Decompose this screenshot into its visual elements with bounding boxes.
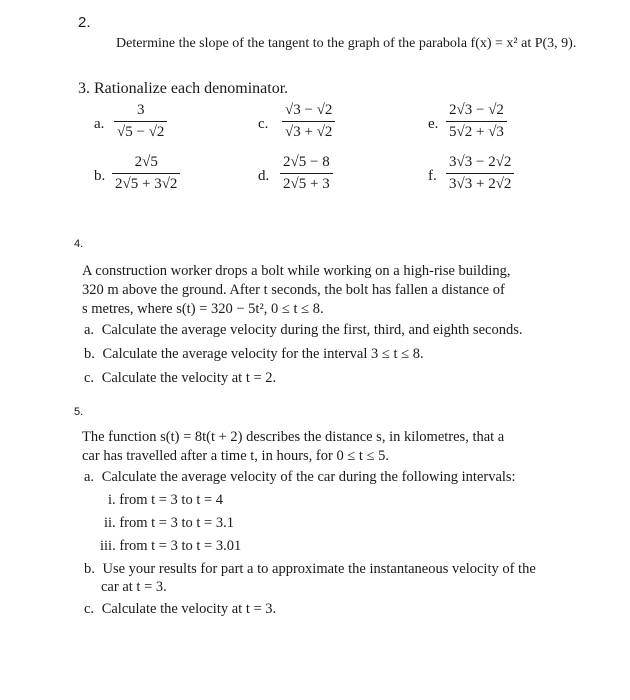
fraction-bar bbox=[446, 121, 507, 122]
question-4-part-b bbox=[84, 345, 424, 364]
fraction-a-denominator: √5 − √2 bbox=[117, 124, 165, 140]
interval-ii bbox=[104, 514, 234, 533]
interval-text: from t = 3 to t = 3.01 bbox=[119, 538, 242, 554]
fraction-bar bbox=[446, 173, 514, 174]
fraction-b bbox=[112, 153, 180, 194]
question-4-part-a bbox=[84, 321, 522, 340]
fraction-d-denominator: 2√5 + 3 bbox=[283, 176, 330, 192]
part-label: b. bbox=[84, 346, 95, 362]
interval-iii bbox=[100, 537, 241, 556]
fraction-e bbox=[446, 101, 507, 142]
question-5-part-b bbox=[84, 560, 536, 579]
part-text: Use your results for part a to approximate the instantaneous velocity of the bbox=[102, 561, 536, 577]
part-a-label: a. bbox=[94, 116, 105, 132]
fraction-bar bbox=[112, 173, 180, 174]
part-d-label: d. bbox=[258, 168, 270, 184]
fraction-d-numerator: 2√5 − 8 bbox=[283, 154, 330, 170]
fraction-bar bbox=[280, 173, 333, 174]
fraction-a bbox=[114, 101, 167, 142]
question-4-intro-line: 320 m above the ground. After t seconds, the bolt has fallen a distance of bbox=[82, 282, 505, 298]
interval-label: iii. bbox=[100, 538, 116, 554]
part-label: a. bbox=[84, 322, 95, 338]
question-5-intro-line: car has travelled after a time t, in hours, for 0 ≤ t ≤ 5. bbox=[82, 448, 390, 464]
part-text: Calculate the velocity at t = 3. bbox=[101, 601, 277, 617]
interval-label: i. bbox=[108, 492, 116, 508]
part-e-label: e. bbox=[428, 116, 439, 132]
part-text: Calculate the average velocity of the car during the following intervals: bbox=[101, 469, 516, 485]
question-2-number: 2. bbox=[78, 14, 91, 31]
interval-text: from t = 3 to t = 4 bbox=[119, 492, 224, 508]
question-5-intro bbox=[82, 428, 504, 466]
fraction-f-numerator: 3√3 − 2√2 bbox=[449, 154, 512, 170]
question-2-text: Determine the slope of the tangent to the graph of the parabola f(x) = x² at P(3, 9). bbox=[116, 36, 577, 51]
question-3-heading: 3. Rationalize each denominator. bbox=[78, 80, 289, 97]
part-text: Calculate the average velocity for the interval 3 ≤ t ≤ 8. bbox=[102, 346, 424, 362]
part-label: a. bbox=[84, 469, 95, 485]
fraction-bar bbox=[114, 121, 167, 122]
question-4-number: 4. bbox=[74, 238, 84, 250]
question-4-intro-line: A construction worker drops a bolt while working on a high-rise building, bbox=[82, 263, 511, 279]
question-5-part-c bbox=[84, 600, 276, 619]
question-4-intro-line: s metres, where s(t) = 320 − 5t², 0 ≤ t ≤ 8. bbox=[82, 301, 324, 317]
interval-label: ii. bbox=[104, 515, 116, 531]
part-f-label: f. bbox=[428, 168, 437, 184]
fraction-c-denominator: √3 + √2 bbox=[285, 124, 333, 140]
question-4-intro bbox=[82, 262, 511, 319]
part-label: c. bbox=[84, 601, 95, 617]
question-4-part-c bbox=[84, 369, 276, 388]
fraction-b-numerator: 2√5 bbox=[134, 154, 158, 170]
question-5-number: 5. bbox=[74, 406, 84, 418]
interval-text: from t = 3 to t = 3.1 bbox=[119, 515, 234, 531]
fraction-a-numerator: 3 bbox=[136, 102, 145, 118]
part-b-label: b. bbox=[94, 168, 106, 184]
fraction-c bbox=[282, 101, 335, 142]
part-text: Calculate the average velocity during the first, third, and eighth seconds. bbox=[101, 322, 523, 338]
question-5-intro-line: The function s(t) = 8t(t + 2) describes the distance s, in kilometres, that a bbox=[82, 429, 505, 445]
interval-i bbox=[108, 491, 223, 510]
fraction-bar bbox=[282, 121, 335, 122]
question-5-part-a bbox=[84, 468, 516, 487]
fraction-f bbox=[446, 153, 514, 194]
fraction-e-numerator: 2√3 − √2 bbox=[449, 102, 504, 118]
part-label: c. bbox=[84, 370, 95, 386]
fraction-b-denominator: 2√5 + 3√2 bbox=[115, 176, 178, 192]
fraction-c-numerator: √3 − √2 bbox=[285, 102, 333, 118]
question-5-part-b-continued: car at t = 3. bbox=[101, 579, 167, 595]
fraction-e-denominator: 5√2 + √3 bbox=[449, 124, 504, 140]
part-c-label: c. bbox=[258, 116, 269, 132]
fraction-f-denominator: 3√3 + 2√2 bbox=[449, 176, 512, 192]
fraction-d bbox=[280, 153, 333, 194]
part-label: b. bbox=[84, 561, 95, 577]
part-text: Calculate the velocity at t = 2. bbox=[101, 370, 277, 386]
